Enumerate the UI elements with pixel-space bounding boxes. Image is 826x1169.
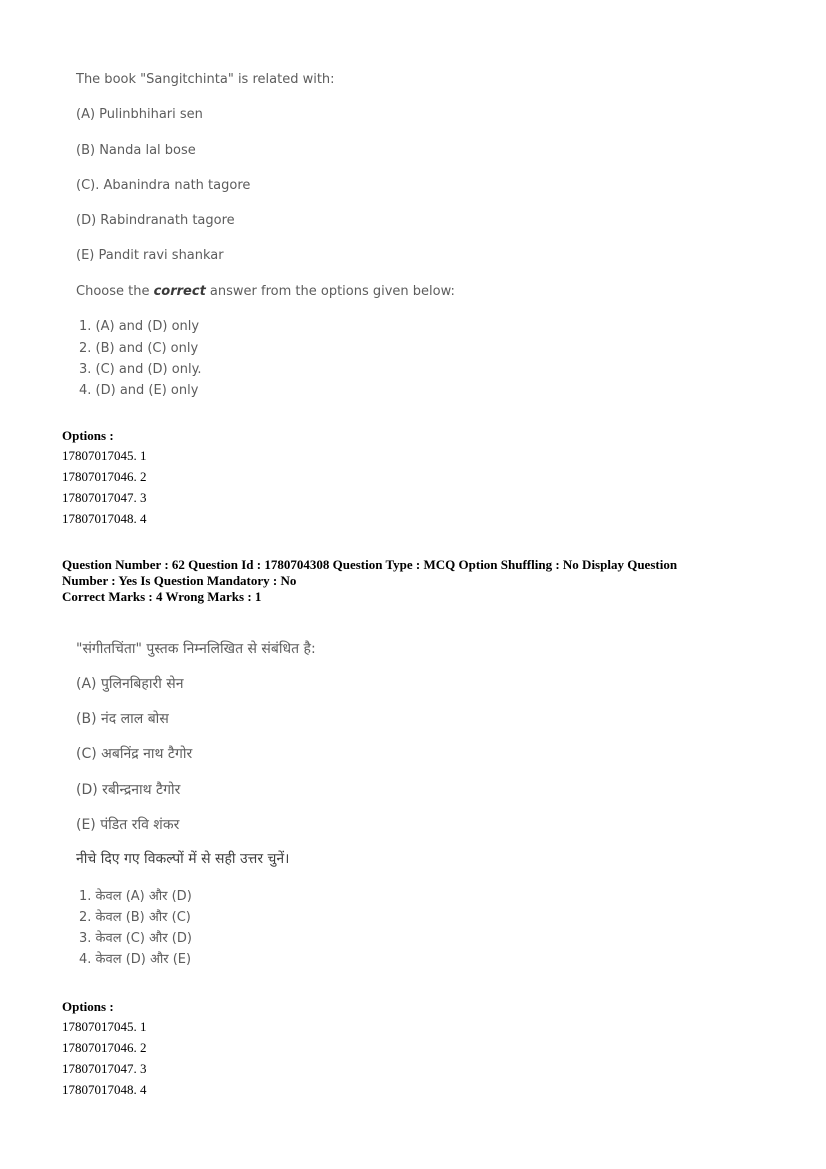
meta-line-1: Question Number : 62 Question Id : 1780704308 Question Type : MCQ Option Shuffling : No Display Question: [62, 557, 678, 572]
instruction-pre: Choose the: [76, 284, 154, 299]
choice-e: (E) Pandit ravi shankar: [76, 248, 224, 263]
option-row: 17807017048. 4: [62, 1082, 147, 1097]
choice-b: (B) Nanda lal bose: [76, 143, 196, 158]
answer-1-hindi: 1. केवल (A) और (D): [79, 889, 192, 904]
question-stem-hindi: "संगीतचिंता" पुस्तक निम्नलिखित से संबंधित है:: [76, 641, 316, 657]
choice-e-hindi: (E) पंडित रवि शंकर: [76, 817, 180, 833]
choice-d-hindi: (D) रबीन्द्रनाथ टैगोर: [76, 782, 181, 798]
answer-2: 2. (B) and (C) only: [79, 341, 199, 356]
answer-1: 1. (A) and (D) only: [79, 319, 200, 334]
instruction-hindi: नीचे दिए गए विकल्पों में से सही उत्तर चुनें।: [76, 851, 290, 867]
instruction-bold: correct: [153, 284, 206, 299]
option-row: 17807017046. 2: [62, 1040, 147, 1055]
choice-a: (A) Pulinbhihari sen: [76, 107, 203, 122]
option-row: 17807017047. 3: [62, 490, 147, 505]
question-stem: The book "Sangitchinta" is related with:: [76, 72, 335, 87]
options-block: [62, 428, 147, 532]
choice-d: (D) Rabindranath tagore: [76, 213, 235, 228]
options-label: Options :: [62, 428, 114, 443]
meta-line-2: Number : Yes Is Question Mandatory : No: [62, 573, 297, 588]
instruction-post: answer from the options given below:: [205, 284, 455, 299]
option-row: 17807017048. 4: [62, 511, 147, 526]
option-row: 17807017047. 3: [62, 1061, 147, 1076]
instruction: [76, 285, 455, 298]
meta-line-3: Correct Marks : 4 Wrong Marks : 1: [62, 589, 262, 604]
choice-c-hindi: (C) अबनिंद्र नाथ टैगोर: [76, 746, 193, 762]
choice-c: (C). Abanindra nath tagore: [76, 178, 251, 193]
answer-2-hindi: 2. केवल (B) और (C): [79, 910, 191, 925]
question-meta: [62, 557, 762, 605]
answer-4-hindi: 4. केवल (D) और (E): [79, 952, 192, 967]
option-row: 17807017045. 1: [62, 448, 147, 463]
option-row: 17807017045. 1: [62, 1019, 147, 1034]
answer-3: 3. (C) and (D) only.: [79, 362, 202, 377]
options-block-2: [62, 999, 147, 1103]
option-row: 17807017046. 2: [62, 469, 147, 484]
choice-a-hindi: (A) पुलिनबिहारी सेन: [76, 676, 184, 692]
answer-3-hindi: 3. केवल (C) और (D): [79, 931, 192, 946]
answer-4: 4. (D) and (E) only: [79, 383, 199, 398]
choice-b-hindi: (B) नंद लाल बोस: [76, 711, 169, 727]
options-label: Options :: [62, 999, 114, 1014]
